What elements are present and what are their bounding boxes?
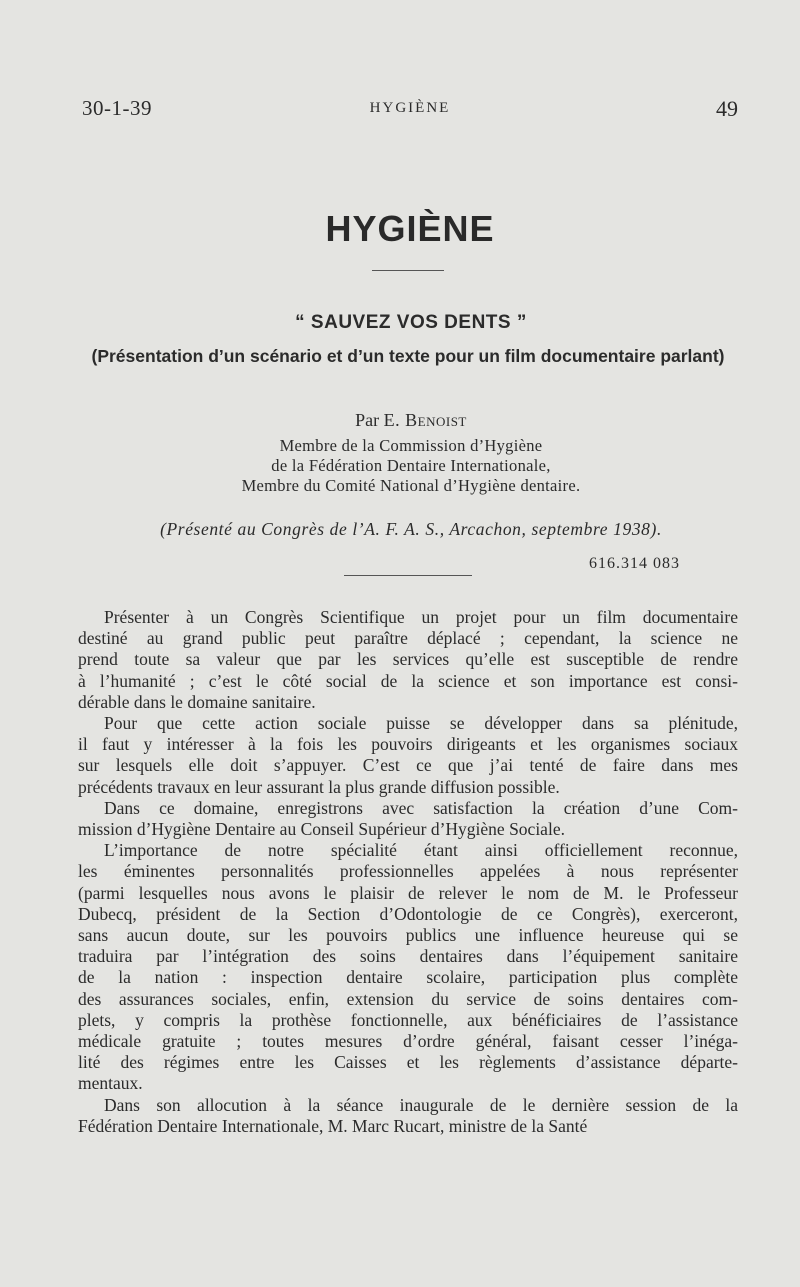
- text-line: précédents travaux en leur assurant la plus grande diffusion possible.: [78, 776, 560, 797]
- author-name: E. Benoist: [383, 410, 467, 430]
- text-line: à l’humanité ; c’est le côté social de la science et son importance est consi-: [78, 670, 738, 691]
- text-line: Fédération Dentaire Internationale, M. Marc Rucart, ministre de la Santé: [78, 1115, 588, 1136]
- text-line: Pour que cette action sociale puisse se développer dans sa plénitude,: [104, 713, 738, 734]
- affiliation-line: Membre du Comité National d’Hygiène dentaire.: [241, 476, 581, 495]
- text-line: Dans son allocution à la séance inaugurale de le dernière session de la: [104, 1094, 738, 1115]
- header-divider: [344, 575, 472, 576]
- text-line: (parmi lesquelles nous avons le plaisir de relever le nom de M. le Professeur: [78, 882, 738, 903]
- affiliation-line: Membre de la Commission d’Hygiène: [279, 436, 543, 455]
- text-line: dérable dans le domaine sanitaire.: [78, 691, 316, 712]
- article-title: “ SAUVEZ VOS DENTS ”: [295, 312, 527, 333]
- byline: [0, 410, 800, 431]
- article-body: [78, 607, 738, 1137]
- classification-number: 616.314 083: [589, 555, 680, 572]
- text-line: destiné au grand public peut paraître déplacé ; cependant, la science ne: [78, 628, 738, 649]
- text-line: des assurances sociales, enfin, extension du service de soins dentaires com-: [78, 988, 738, 1009]
- text-line: les éminentes personnalités professionnelles appelées à nous représenter: [78, 861, 738, 882]
- text-line: de la nation : inspection dentaire scolaire, participation plus complète: [78, 967, 738, 988]
- text-line: prend toute sa valeur que par les services qu’elle est susceptible de rendre: [78, 649, 738, 670]
- text-line: mission d’Hygiène Dentaire au Conseil Supérieur d’Hygiène Sociale.: [78, 819, 565, 840]
- text-line: Présenter à un Congrès Scientifique un projet pour un film documentaire: [104, 607, 738, 627]
- text-line: Dubecq, président de la Section d’Odontologie de ce Congrès), exerceront,: [78, 903, 738, 924]
- text-line: sur lesquels elle doit s’appuyer. C’est ce que j’ai tenté de faire dans mes: [78, 755, 738, 776]
- text-line: il faut y intéresser à la fois les pouvoirs dirigeants et les organismes sociaux: [78, 734, 738, 755]
- section-title: HYGIÈNE: [325, 208, 495, 249]
- text-line: plets, y compris la prothèse fonctionnelle, aux bénéficiaires de l’assistance: [78, 1009, 738, 1030]
- text-line: L’importance de notre spécialité étant ainsi officiellement reconnue,: [104, 840, 738, 861]
- presentation-note: (Présenté au Congrès de l’A. F. A. S., Arcachon, septembre 1938).: [160, 519, 662, 539]
- affiliation-line: de la Fédération Dentaire Internationale,: [271, 456, 551, 475]
- issue-date: 30-1-39: [82, 96, 152, 120]
- text-line: médicale gratuite ; toutes mesures d’ordre général, faisant cesser l’inéga-: [78, 1031, 738, 1052]
- author-affiliation: [0, 436, 800, 496]
- running-head: [82, 96, 738, 124]
- body-paragraph: [78, 840, 738, 1094]
- body-paragraph: [78, 713, 738, 798]
- body-paragraph: [78, 798, 738, 840]
- text-line: Dans ce domaine, enregistrons avec satisfaction la création d’une Com-: [104, 797, 738, 818]
- article-subtitle: (Présentation d’un scénario et d’un texte pour un film documentaire parlant): [91, 346, 725, 366]
- text-line: traduira par l’intégration des soins dentaires dans l’équipement sanitaire: [78, 946, 738, 967]
- byline-prefix: Par: [355, 410, 380, 430]
- body-paragraph: [78, 1095, 738, 1137]
- page-number: 49: [716, 96, 738, 121]
- body-paragraph: [78, 607, 738, 713]
- running-title: HYGIÈNE: [369, 100, 451, 116]
- text-line: lité des régimes entre les Caisses et les règlements d’assistance départe-: [78, 1052, 738, 1073]
- text-line: sans aucun doute, sur les pouvoirs publics une influence heureuse qui se: [78, 925, 738, 946]
- text-line: mentaux.: [78, 1073, 143, 1094]
- section-divider: [372, 270, 444, 271]
